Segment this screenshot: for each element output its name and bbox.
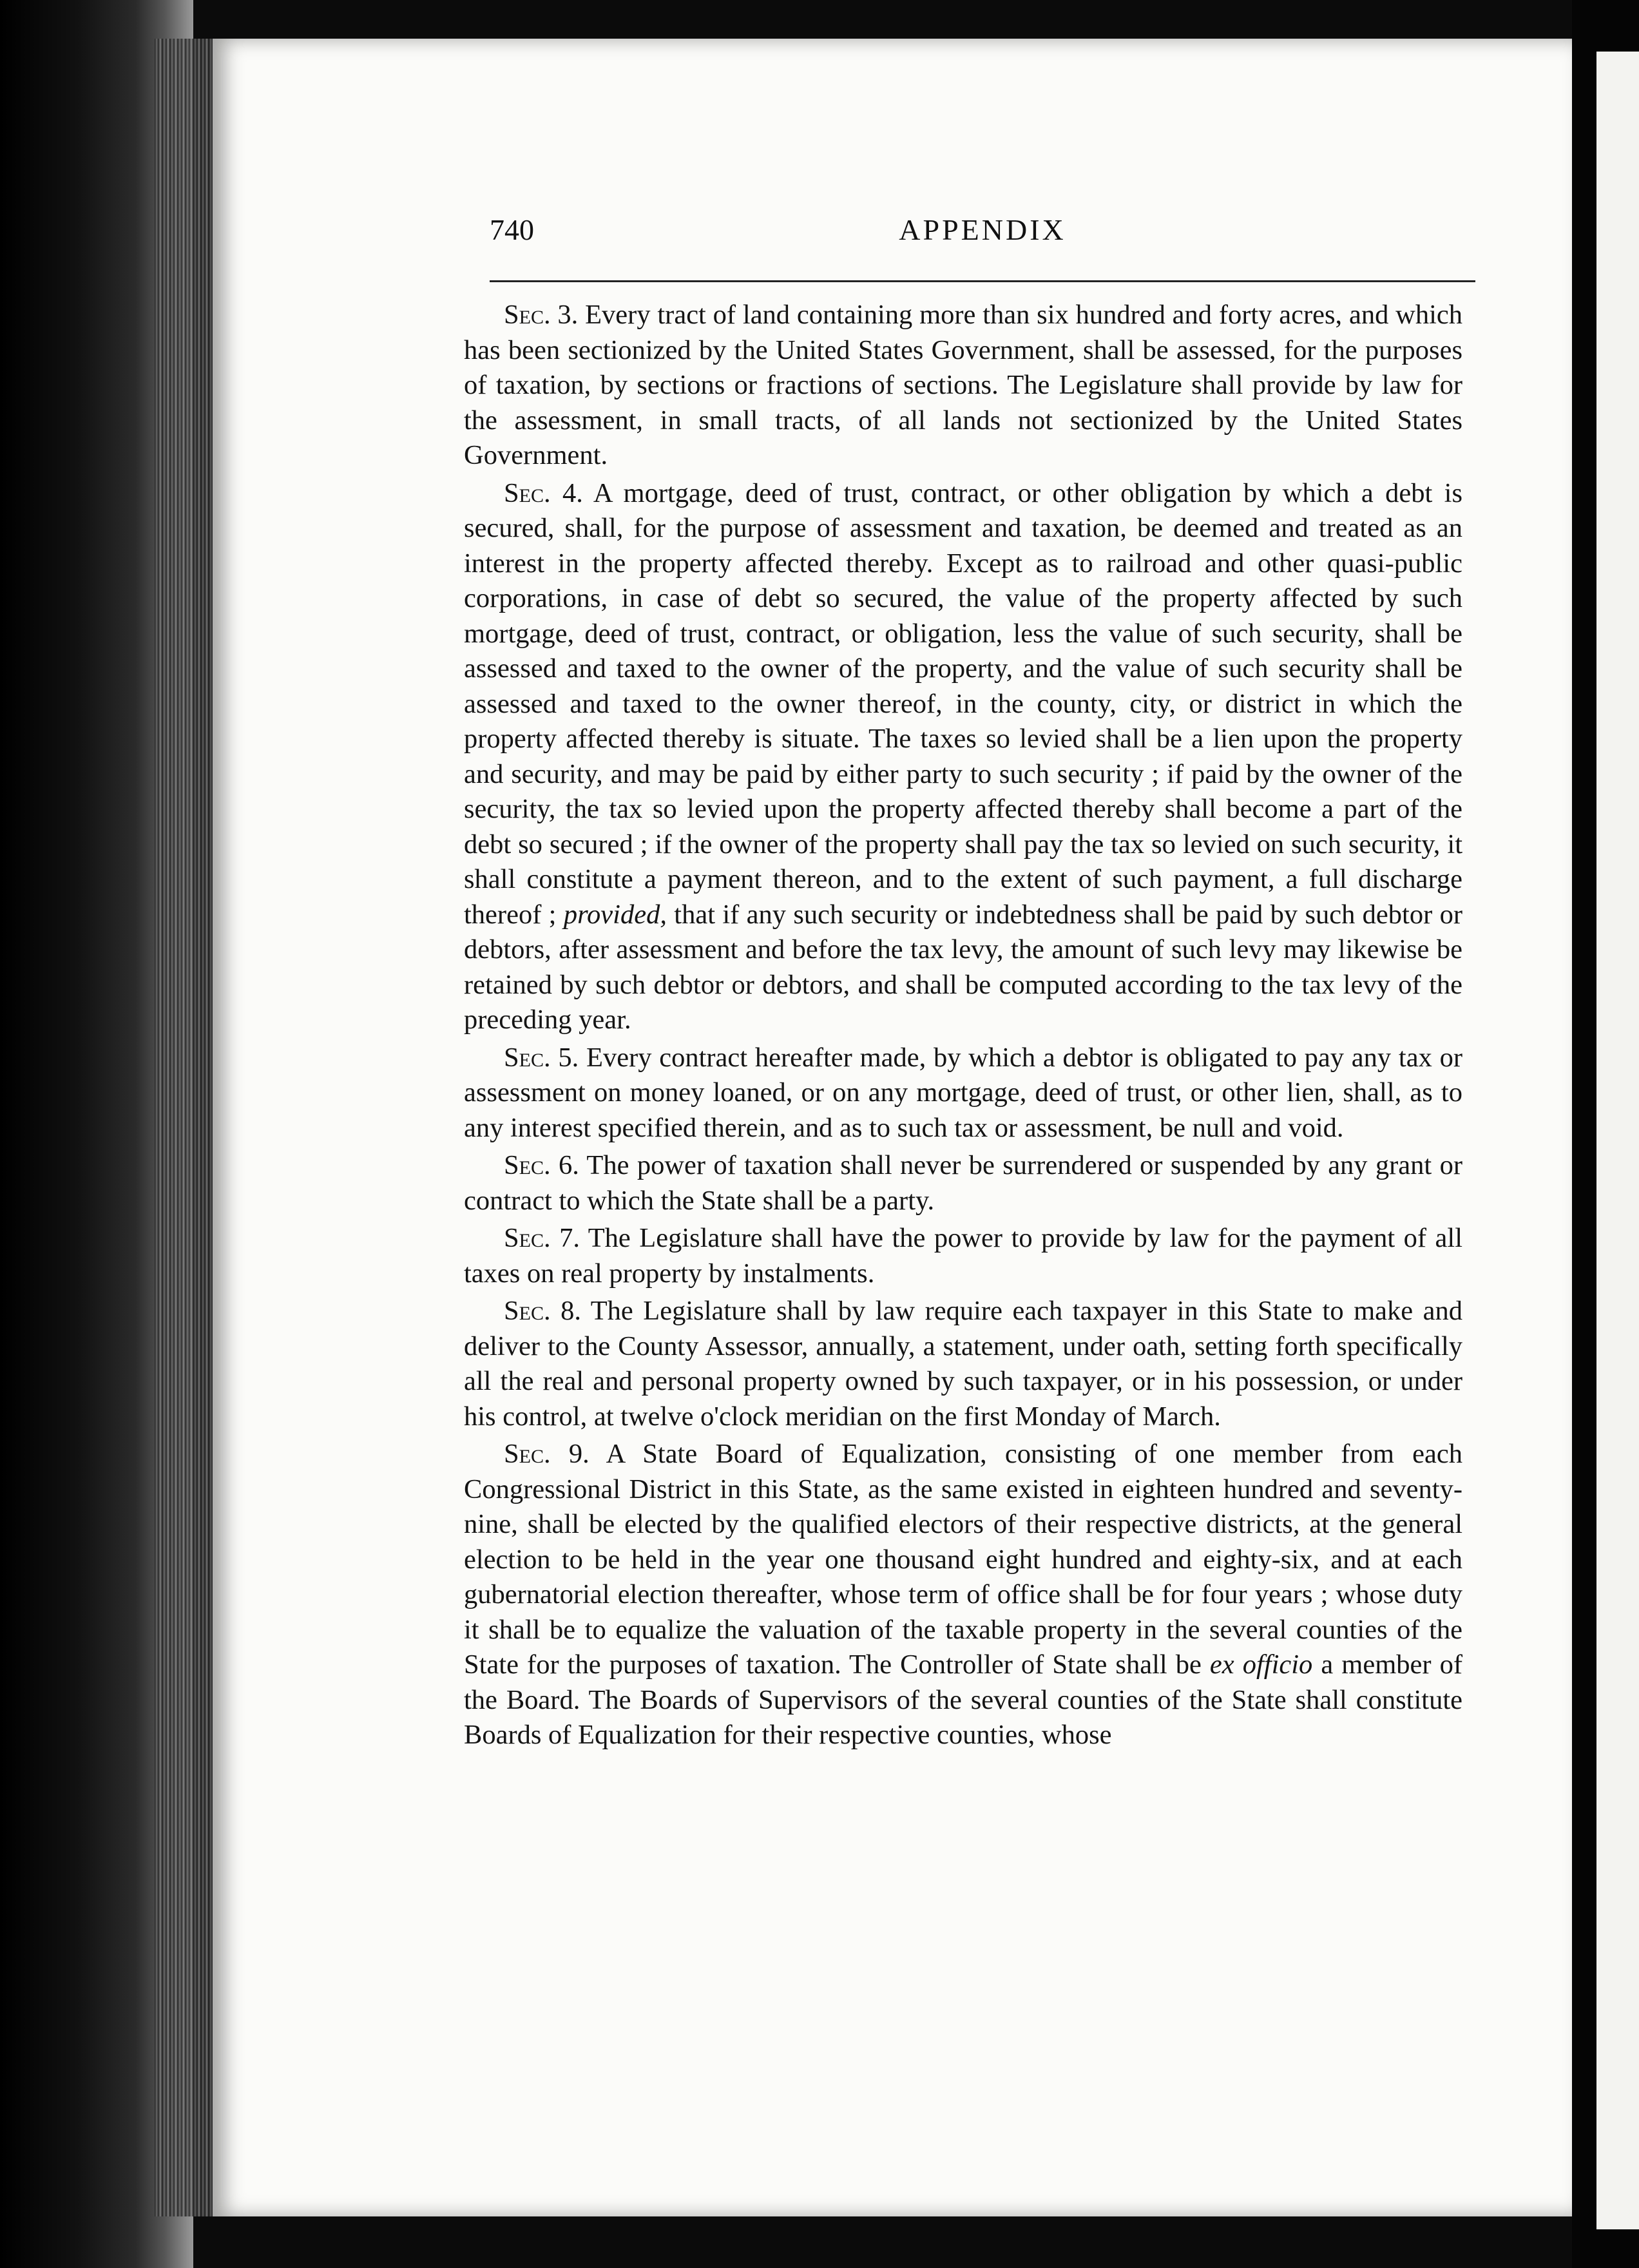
section-text: A mortgage, deed of trust, contract, or other obligation by which a debt is secured, shall, for the purpose of assessment and taxation, be deemed and treated as an interest in the property affected thereby. Except as to railroad and other quasi-public corporations, in case of debt so secured, the value of the property affected by such mortgage, deed of trust, contract, or obligation, less the value of such security, shall be assessed and taxed to the owner of the property, and the value of such security shall be assessed and taxed to the owner thereof, in the county, city, or district in which the property affected thereby is situate. The taxes so levied shall be a lien upon the property and security, and may be paid by either party to such security ; if paid by the owner of the security, the tax so levied upon the property affected thereby shall become a part of the debt so secured ; if the owner of the property shall pay the tax so levied on such security, it shall constitute a payment thereon, and to the extent of such payment, a full discharge thereof ; bbox=[464, 477, 1462, 930]
section-label: Sec. 6. bbox=[504, 1150, 579, 1180]
header-rule bbox=[490, 280, 1475, 282]
facing-page-edge bbox=[1596, 52, 1639, 2229]
page-header bbox=[490, 213, 1475, 264]
section-italic: provided, bbox=[563, 899, 667, 930]
section-text: The power of taxation shall never be surrendered or suspended by any grant or contract to which the State shall be a party. bbox=[464, 1150, 1462, 1216]
section-3 bbox=[464, 298, 1462, 474]
running-head: APPENDIX bbox=[899, 213, 1066, 246]
section-text: The Legislature shall by law require each taxpayer in this State to make and deliver to the County Assessor, annually, a statement, under oath, setting forth specifically all the real and personal property owned by such taxpayer, or in his possession, or under his control, at twelve o'clock meridian on the first Monday of March. bbox=[464, 1296, 1462, 1432]
section-text-after: that if any such security or indebtedness shall be paid by such debtor or debtors, after assessment and before the tax levy, the amount of such levy may likewise be retained by such debtor or debtors, and shall be computed according to the tax levy of the preceding year. bbox=[464, 899, 1462, 1035]
section-5 bbox=[464, 1041, 1462, 1146]
section-text-after: a member of the Board. The Boards of Supervisors of the several counties of the State shall constitute Boards of Equalization for their respective counties, whose bbox=[464, 1649, 1462, 1750]
section-4 bbox=[464, 476, 1462, 1038]
section-7 bbox=[464, 1221, 1462, 1291]
body-text bbox=[464, 298, 1462, 1756]
section-label: Sec. 8. bbox=[504, 1296, 581, 1326]
section-italic: ex officio bbox=[1209, 1649, 1313, 1680]
section-label: Sec. 3. bbox=[504, 300, 579, 330]
section-label: Sec. 5. bbox=[504, 1042, 579, 1073]
section-label: Sec. 7. bbox=[504, 1223, 580, 1253]
section-text: Every tract of land containing more than six hundred and forty acres, and which has been sectionized by the United States Government, shall be assessed, for the purposes of taxation, by sections or fractions of sections. The Legislature shall provide by law for the assessment, in small tracts, of all lands not sectionized by the United States Government. bbox=[464, 300, 1462, 470]
section-text: Every contract hereafter made, by which a debtor is obligated to pay any tax or assessment on money loaned, or on any mortgage, deed of trust, or other lien, shall, as to any interest specified therein, and as to such tax or assessment, be null and void. bbox=[464, 1042, 1462, 1143]
section-text: A State Board of Equalization, consisting of one member from each Congressional District in this State, as the same existed in eighteen hundred and seventy-nine, shall be elected by the qualified electors of their respective districts, at the general election to be held in the year one thousand eight hundred and eighty-six, and at each gubernatorial election thereafter, whose term of office shall be for four years ; whose duty it shall be to equalize the valuation of the taxable property in the several counties of the State for the purposes of taxation. The Controller of State shall be bbox=[464, 1439, 1462, 1680]
section-6 bbox=[464, 1148, 1462, 1218]
page-number: 740 bbox=[490, 213, 534, 246]
section-8 bbox=[464, 1294, 1462, 1434]
section-text: The Legislature shall have the power to provide by law for the payment of all taxes on real property by instalments. bbox=[464, 1223, 1463, 1289]
section-label: Sec. 4. bbox=[504, 477, 583, 508]
section-9 bbox=[464, 1437, 1462, 1753]
section-label: Sec. 9. bbox=[504, 1439, 589, 1469]
